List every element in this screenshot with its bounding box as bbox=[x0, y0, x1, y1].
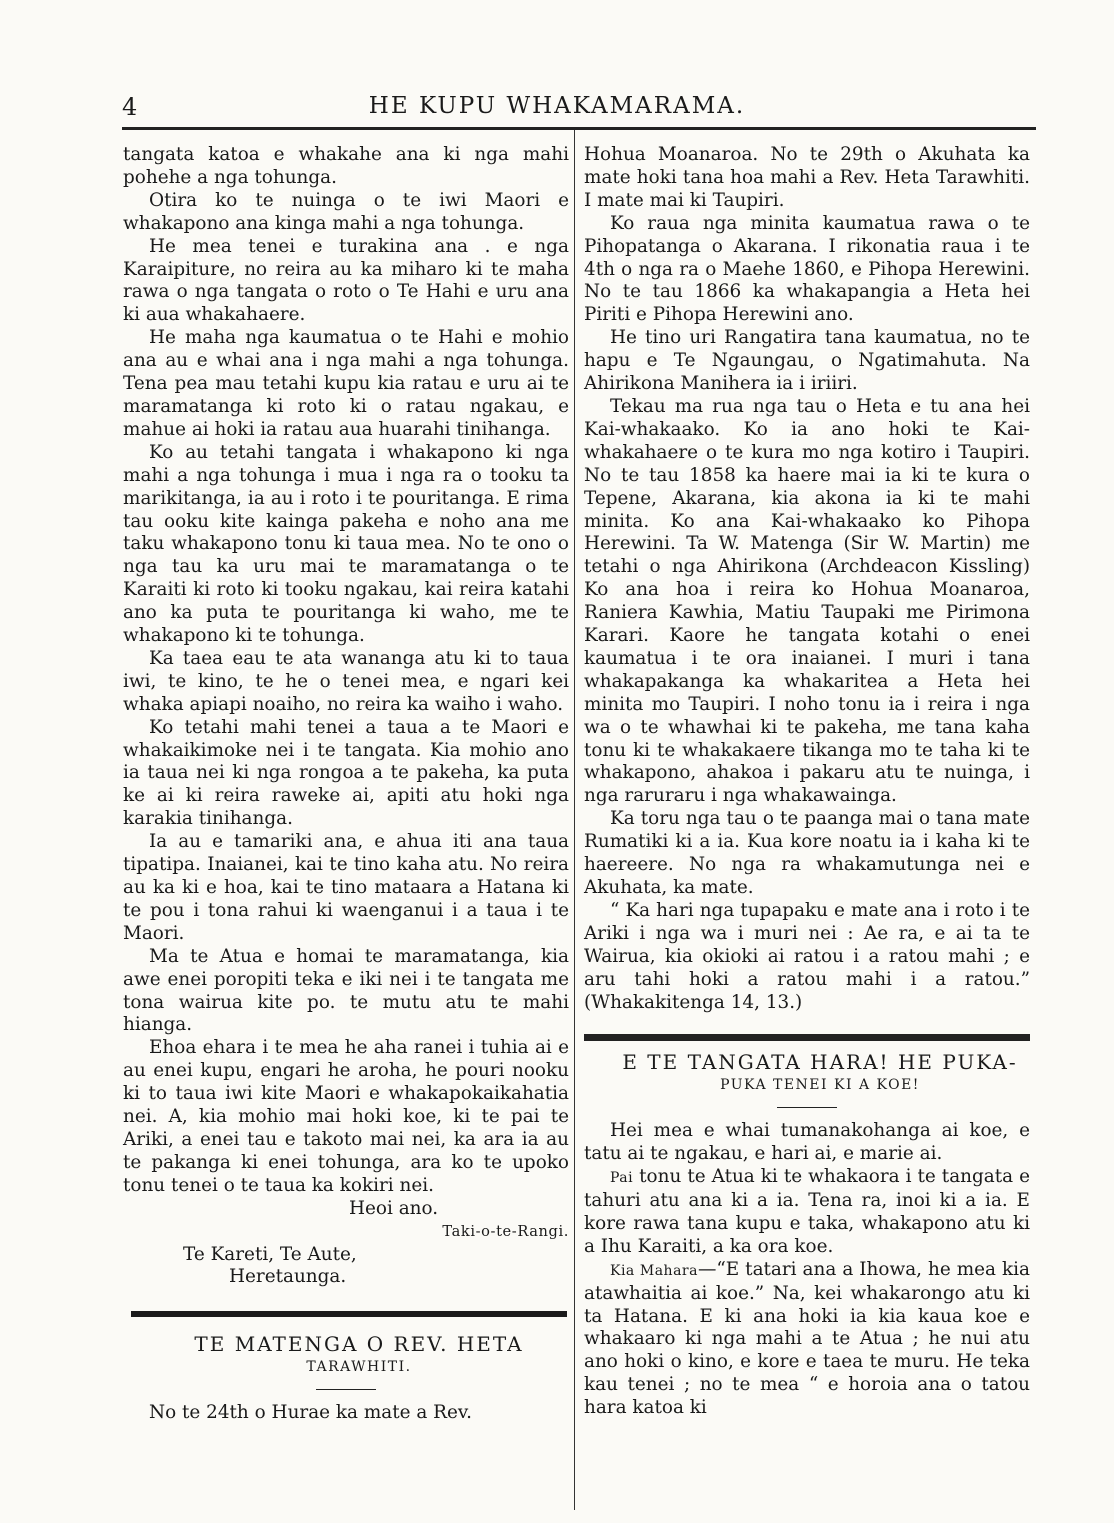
paragraph: tangata katoa e whakahe ana ki nga mahi pohehe a nga tohunga. bbox=[123, 144, 569, 188]
title-rule bbox=[316, 1389, 376, 1390]
paragraph: Ko au tetahi tangata i whakapono ki nga mahi a nga tohunga i mua i nga ra o tooku ta marikitanga, ia au i roto i te pouritanga. E rima tau ooku kite kainga pakeha e noho ana me taku whakapono tonu ki taua mea. No te ono o nga tau ka uru mai te maramatanga o te Karaiti ki roto ki tooku ngakau, kai reira katahi ano ka puta te pouritanga ki waho, me te whakapono ki te tohunga. bbox=[123, 441, 569, 647]
paragraph: He maha nga kaumatua o te Hahi e mohio ana au e whai ana i nga mahi a nga tohunga. Tena pea mau tetahi kupu kia ratau e uru ai te maramatanga ki roto ki o ratau ngakau, e mahue ai hoki ia ratau aua huarahi tinihanga. bbox=[123, 327, 569, 440]
paragraph: Ko tetahi mahi tenei a taua a te Maori e whakaikimoke nei i te tangata. Kia mohio ano ia taua nei ki nga rongoa a te pakeha, ka puta ke ai ki reira raweke ai, apiti atu hoki nga karakia tinihanga. bbox=[123, 716, 569, 830]
left-column bbox=[123, 144, 569, 1425]
running-head: HE KUPU WHAKAMARAMA. bbox=[368, 93, 746, 119]
small-caps-lead: Kia Mahara bbox=[610, 1262, 698, 1279]
small-caps-lead: Pai bbox=[610, 1170, 634, 1187]
paragraph: Tekau ma rua nga tau o Heta e tu ana hei Kai-whakaako. Ko ia ano hoki te Kai-whakahaere o te kura mo nga kotiro i Taupiri. No te tau 1858 ka haere mai ia ki te kura o Tepene, Akarana, kia akona ia ki te mahi minita. Ko ana Kai-whakaako ko Pihopa Herewini. Ta W. Matenga (Sir W. Martin) me tetahi o nga Ahirikona (Archdeacon Kissling) Ko ana hoa i reira ko Hohua Moanaroa, Raniera Kawhia, Matiu Taupaki me Pirimona Karari. Kaore he tangata kotahi o enei kaumatua i te ora inaianei. I muri i tana whakapakanga ka whakaritea a Heta hei minita mo Taupiri. I noho tonu ia i reira i nga wa o te whawhai ki te pakeha, me tana kaha tonu ki te whakakaere tikanga mo te taha ki te whakapono, ahakoa i pakaru atu te nuinga, i nga raruraru i nga whakawainga. bbox=[584, 395, 1030, 807]
article-subtitle: PUKA TENEI KI A KOE! bbox=[720, 1077, 920, 1094]
header-rule bbox=[122, 127, 1036, 130]
paragraph: Ehoa ehara i te mea he aha ranei i tuhia ai e au enei kupu, engari he aroha, he pouri nooku ki to taua iwi kite Maori e whakapokaikahatia nei. A, kia mohio mai hoki koe, ki te pai te Ariki, a enei tau e takoto mai nei, ka ara ia au te pakanga ki enei tohunga, ara ko te upoko tonu tenei o te taua ka kokiri nei. bbox=[123, 1037, 569, 1196]
paragraph: Otira ko te nuinga o te iwi Maori e whakapono ana kinga mahi a nga tohunga. bbox=[123, 189, 569, 234]
paragraph: Ka toru nga tau o te paanga mai o tana mate Rumatiki ki a ia. Kua kore noatu ia i kaha ki te haereere. No nga ra whakamutunga nei e Akuhata, ka mate. bbox=[584, 808, 1030, 898]
title-rule bbox=[777, 1107, 837, 1108]
paragraph: He mea tenei e turakina ana . e nga Karaipiture, no reira au ka miharo ki te maha rawa o nga tangata o roto o Te Hahi e uru ana ki aua whakahaere. bbox=[123, 235, 569, 326]
article-title: TE MATENGA O REV. HETA bbox=[194, 1332, 524, 1357]
paragraph-text: tonu te Atua ki te whakaora i te tangata e tahuri atu ana ki a ia. Tena ra, inoi ki a ia. E kore rawa tana kupu e taka, whakapono atu ki a Ihu Karaiti, a ka ora koe. bbox=[584, 1166, 1030, 1257]
paragraph: Hei mea e whai tumanakohanga ai koe, e tatu ai te ngakau, e hari ai, e marie ai. bbox=[584, 1120, 1030, 1165]
column-divider bbox=[574, 130, 575, 1510]
paragraph: Ma te Atua e homai te maramatanga, kia awe enei poropiti teka e iki nei i te tangata me tona wairua kite po. te mutu atu te mahi hianga. bbox=[123, 945, 569, 1036]
section-rule bbox=[584, 1034, 1030, 1041]
paragraph: He tino uri Rangatira tana kaumatua, no te hapu e Te Ngaungau, o Ngatimahuta. Na Ahirikona Manihera ia i iriiri. bbox=[584, 327, 1030, 395]
place-line: Te Kareti, Te Aute, bbox=[183, 1243, 357, 1265]
signoff: Heoi ano. bbox=[349, 1197, 439, 1219]
paragraph: Hohua Moanaroa. No te 29th o Akuhata ka mate hoki tana hoa mahi a Rev. Heta Tarawhiti. I mate mai ki Taupiri. bbox=[584, 144, 1030, 211]
article-subtitle: TARAWHITI. bbox=[306, 1359, 412, 1376]
paragraph: Ia au e tamariki ana, e ahua iti ana taua tipatipa. Inaianei, kai te tino kaha atu. No reira au ka ki e hoa, kai te tino mataara a Hatana ki te pou i tona rahui ki waenganui i a taua i te Maori. bbox=[123, 831, 569, 944]
place-line: Heretaunga. bbox=[229, 1266, 347, 1288]
paragraph: Ko raua nga minita kaumatua rawa o te Pihopatanga o Akarana. I rikonatia raua i te 4th o nga ra o Maehe 1860, e Pihopa Herewini. No te tau 1866 ka whakapangia a Heta hei Piriti e Pihopa Herewini ano. bbox=[584, 212, 1030, 326]
author-signature: Taki-o-te-Rangi. bbox=[442, 1222, 569, 1240]
paragraph-text: —“E tatari ana a Ihowa, he mea kia atawhaitia ai koe.” Na, kei whakarongo atu ki ta Hatana. E ki ana hoki ia kia kaua koe e whakaaro ki nga mahi a te Atua ; he nui atu ano hoki o kino, e kore e taea te muru. He teka kau tenei ; no te mea “ e horoia ana o tatou hara katoa ki bbox=[584, 1258, 1030, 1419]
page-number: 4 bbox=[122, 93, 138, 121]
paragraph: No te 24th o Hurae ka mate a Rev. bbox=[149, 1402, 472, 1424]
paragraph bbox=[584, 1166, 1030, 1259]
paragraph bbox=[584, 1259, 1030, 1420]
paragraph: Ka taea eau te ata wananga atu ki to taua iwi, te kino, te he o tenei mea, e ngari kei whaka apiapi noaiho, no reira ka waiho i waho. bbox=[123, 647, 569, 715]
paragraph: “ Ka hari nga tupapaku e mate ana i roto i te Ariki i nga wa i muri nei : Ae ra, e ai ta te Wairua, kia okioki ai ratou i a ratou mahi ; e aru tahi hoki a ratou mahi i a ratou.” (Whakakitenga 14, 13.) bbox=[584, 899, 1030, 1013]
right-column bbox=[584, 144, 1030, 1420]
article-title: E TE TANGATA HARA! HE PUKA- bbox=[622, 1050, 1018, 1075]
